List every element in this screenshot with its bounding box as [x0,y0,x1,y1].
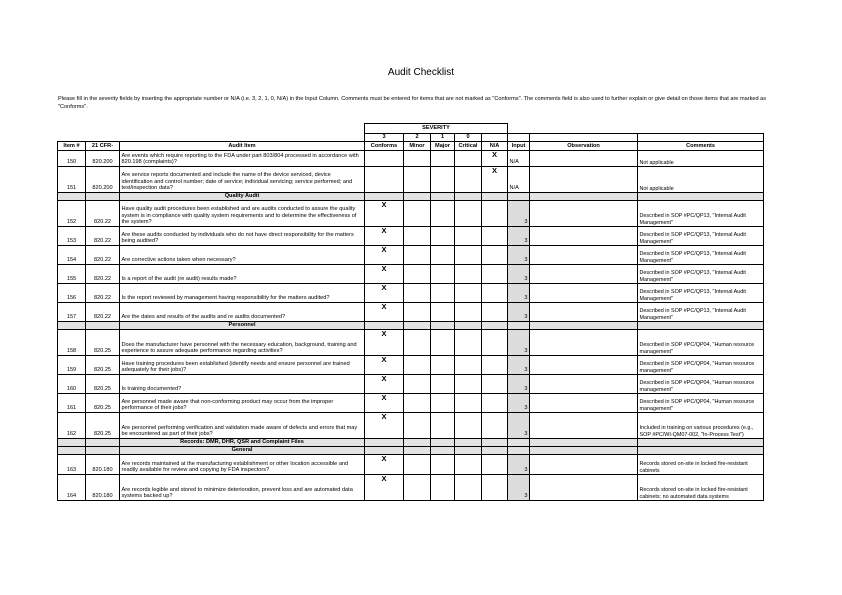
conforms-cell[interactable]: X [365,375,404,394]
item-number: 150 [58,151,86,167]
observation-cell[interactable] [530,330,638,356]
section-spacer [530,193,638,201]
table-row [58,265,764,284]
na-cell[interactable]: X [482,167,508,193]
col-cfr: 21 CFR- [86,142,120,151]
major-cell[interactable] [431,265,455,284]
critical-cell[interactable] [455,413,482,439]
table-row [58,330,764,356]
major-cell[interactable] [431,284,455,303]
section-row [58,322,764,330]
observation-cell[interactable] [530,303,638,322]
table-row [58,413,764,439]
section-spacer [58,447,86,455]
section-spacer [530,447,638,455]
item-number: 151 [58,167,86,193]
severity-2: 2 [404,134,431,142]
observation-cell[interactable] [530,227,638,246]
section-row [58,193,764,201]
section-spacer [638,193,764,201]
critical-cell[interactable] [455,394,482,413]
na-cell[interactable] [482,201,508,227]
section-spacer [431,439,455,447]
critical-cell[interactable] [455,265,482,284]
conforms-cell[interactable]: X [365,330,404,356]
input-cell[interactable]: 3 [508,356,530,375]
na-cell[interactable] [482,475,508,501]
na-cell[interactable] [482,246,508,265]
comment-cell[interactable]: Described in SOP #PC/QP13, "Internal Audit Management" [638,201,764,227]
input-cell[interactable]: 3 [508,246,530,265]
observation-cell[interactable] [530,413,638,439]
cfr-reference: 820.200 [86,151,120,167]
item-number: 153 [58,227,86,246]
table-row [58,201,764,227]
conforms-cell[interactable]: X [365,394,404,413]
item-number: 160 [58,375,86,394]
section-spacer [58,193,86,201]
major-cell[interactable] [431,475,455,501]
minor-cell[interactable] [404,227,431,246]
section-title: General [120,447,365,455]
observation-cell[interactable] [530,201,638,227]
comment-cell[interactable]: Described in SOP #PC/QP13, "Internal Audit Management" [638,227,764,246]
col-input: Input [508,142,530,151]
input-cell[interactable]: 3 [508,394,530,413]
minor-cell[interactable] [404,151,431,167]
na-cell[interactable] [482,284,508,303]
major-cell[interactable] [431,246,455,265]
audit-question: Does the manufacturer have personnel with the necessary education, background, training and experience to assure adequate performance regarding activities? [120,330,365,356]
cfr-reference: 820.25 [86,394,120,413]
table-body [58,151,764,501]
severity-header: SEVERITY [365,124,508,134]
item-number: 161 [58,394,86,413]
audit-table [57,123,764,501]
table-row [58,356,764,375]
table-row [58,375,764,394]
minor-cell[interactable] [404,375,431,394]
section-spacer [404,439,431,447]
major-cell[interactable] [431,151,455,167]
section-spacer [86,322,120,330]
observation-cell[interactable] [530,167,638,193]
cfr-reference: 820.22 [86,201,120,227]
audit-question: Are these audits conducted by individuals who do not have direct responsibility for the matters being audited? [120,227,365,246]
comment-cell[interactable]: Records stored on-site in locked fire-resistant cabinets; no automated data systems [638,475,764,501]
na-cell[interactable] [482,330,508,356]
minor-cell[interactable] [404,303,431,322]
comment-cell[interactable]: Described in SOP #PC/QP04, "Human resource management" [638,375,764,394]
col-audit-item: Audit Item [120,142,365,151]
section-spacer [404,447,431,455]
critical-cell[interactable] [455,375,482,394]
minor-cell[interactable] [404,246,431,265]
cfr-reference: 820.22 [86,265,120,284]
table-row [58,227,764,246]
input-cell[interactable]: 3 [508,413,530,439]
na-cell[interactable] [482,265,508,284]
section-spacer [431,447,455,455]
major-cell[interactable] [431,375,455,394]
conforms-cell[interactable]: X [365,413,404,439]
cfr-reference: 820.200 [86,167,120,193]
critical-cell[interactable] [455,246,482,265]
table-row [58,284,764,303]
table-row [58,167,764,193]
input-cell[interactable]: 3 [508,330,530,356]
col-na: N/A [482,142,508,151]
na-cell[interactable] [482,394,508,413]
section-spacer [365,322,404,330]
item-number: 156 [58,284,86,303]
conforms-cell[interactable]: X [365,201,404,227]
input-cell[interactable]: 3 [508,201,530,227]
comment-cell[interactable]: Described in SOP #PC/QP13, "Internal Audit Management" [638,284,764,303]
comment-cell[interactable]: Described in SOP #PC/QP13, "Internal Audit Management" [638,246,764,265]
audit-question: Are service reports documented and include the name of the device serviced, device identification and control number; date of service; individual servicing; service performed; and test/inspection data? [120,167,365,193]
observation-cell[interactable] [530,265,638,284]
table-row [58,455,764,475]
section-spacer [638,439,764,447]
cfr-reference: 820.180 [86,475,120,501]
comment-cell[interactable]: Not applicable [638,151,764,167]
section-spacer [365,193,404,201]
section-spacer [365,447,404,455]
input-cell[interactable]: N/A [508,151,530,167]
col-minor: Minor [404,142,431,151]
input-cell[interactable]: 3 [508,475,530,501]
section-spacer [431,193,455,201]
minor-cell[interactable] [404,455,431,475]
section-spacer [508,322,530,330]
na-cell[interactable] [482,227,508,246]
section-spacer [530,322,638,330]
section-spacer [455,447,482,455]
section-spacer [455,439,482,447]
item-number: 155 [58,265,86,284]
major-cell[interactable] [431,330,455,356]
col-observation: Observation [530,142,638,151]
section-title: Personnel [120,322,365,330]
input-cell[interactable]: 3 [508,227,530,246]
critical-cell[interactable] [455,227,482,246]
section-spacer [365,439,404,447]
minor-cell[interactable] [404,284,431,303]
section-row [58,439,764,447]
na-cell[interactable] [482,303,508,322]
section-spacer [508,447,530,455]
section-spacer [455,193,482,201]
observation-cell[interactable] [530,375,638,394]
observation-cell[interactable] [530,475,638,501]
section-spacer [404,322,431,330]
audit-question: Are records maintained at the manufacturing establishment or other location accessible and readily available for review and copying by FDA inspectors? [120,455,365,475]
major-cell[interactable] [431,227,455,246]
instructions: Please fill in the severity fields by inserting the appropriate number or N/A (i.e. 3, 2, 1, 0, N/A) in the Input Column. Comments must be entered for items that are not marked as "Conforms". The comments field is also used to further explain or give detail on those items that are marked as "Conforms". [58,96,767,110]
input-cell[interactable]: 3 [508,455,530,475]
minor-cell[interactable] [404,356,431,375]
comment-cell[interactable]: Described in SOP #PC/QP04, "Human resource management" [638,356,764,375]
input-cell[interactable]: 3 [508,303,530,322]
na-cell[interactable] [482,413,508,439]
section-spacer [58,439,86,447]
minor-cell[interactable] [404,413,431,439]
major-cell[interactable] [431,167,455,193]
cfr-reference: 820.22 [86,227,120,246]
minor-cell[interactable] [404,330,431,356]
critical-cell[interactable] [455,151,482,167]
observation-cell[interactable] [530,246,638,265]
section-spacer [508,193,530,201]
observation-cell[interactable] [530,151,638,167]
comment-cell[interactable]: Records stored on-site in locked fire-resistant cabinets [638,455,764,475]
table-row [58,151,764,167]
col-major: Major [431,142,455,151]
conforms-cell[interactable]: X [365,284,404,303]
table-row [58,246,764,265]
conforms-cell[interactable] [365,151,404,167]
table-row [58,303,764,322]
input-cell[interactable]: 3 [508,284,530,303]
audit-question: Are corrective actions taken when necessary? [120,246,365,265]
section-spacer [638,322,764,330]
conforms-cell[interactable]: X [365,475,404,501]
severity-1: 1 [431,134,455,142]
audit-question: Is training documented? [120,375,365,394]
section-spacer [455,322,482,330]
critical-cell[interactable] [455,475,482,501]
cfr-reference: 820.25 [86,375,120,394]
section-spacer [86,193,120,201]
severity-0: 0 [455,134,482,142]
major-cell[interactable] [431,201,455,227]
section-spacer [482,322,508,330]
cfr-reference: 820.25 [86,356,120,375]
cfr-reference: 820.22 [86,303,120,322]
section-row [58,447,764,455]
item-number: 162 [58,413,86,439]
item-number: 164 [58,475,86,501]
cfr-reference: 820.25 [86,413,120,439]
col-comments: Comments [638,142,764,151]
severity-3: 3 [365,134,404,142]
table-row [58,394,764,413]
conforms-cell[interactable] [365,167,404,193]
item-number: 154 [58,246,86,265]
section-title: Records: DMR, DHR, QSR and Complaint Files [120,439,365,447]
minor-cell[interactable] [404,394,431,413]
table-row [58,475,764,501]
major-cell[interactable] [431,455,455,475]
critical-cell[interactable] [455,330,482,356]
audit-question: Have training procedures been established (identify needs and ensure personnel are trained adequately for their jobs)? [120,356,365,375]
input-cell[interactable]: 3 [508,375,530,394]
minor-cell[interactable] [404,475,431,501]
item-number: 152 [58,201,86,227]
input-cell[interactable]: N/A [508,167,530,193]
section-title: Quality Audit [120,193,365,201]
observation-cell[interactable] [530,394,638,413]
minor-cell[interactable] [404,167,431,193]
audit-question: Is a report of the audit (re audit) results made? [120,265,365,284]
section-spacer [431,322,455,330]
cfr-reference: 820.180 [86,455,120,475]
comment-cell[interactable]: Not applicable [638,167,764,193]
section-spacer [58,322,86,330]
conforms-cell[interactable]: X [365,455,404,475]
section-spacer [404,193,431,201]
observation-cell[interactable] [530,356,638,375]
item-number: 159 [58,356,86,375]
section-spacer [638,447,764,455]
audit-question: Are the dates and results of the audits and re audits documented? [120,303,365,322]
critical-cell[interactable] [455,455,482,475]
comment-cell[interactable]: Described in SOP #PC/QP04, "Human resource management" [638,394,764,413]
cfr-reference: 820.22 [86,284,120,303]
item-number: 163 [58,455,86,475]
input-cell[interactable]: 3 [508,265,530,284]
comment-cell[interactable]: Included in training on various procedures (e.g., SOP #PC/WI-QM07-002, "In-Process Test") [638,413,764,439]
conforms-cell[interactable]: X [365,356,404,375]
conforms-cell[interactable]: X [365,303,404,322]
major-cell[interactable] [431,413,455,439]
cfr-reference: 820.25 [86,330,120,356]
audit-question: Are personnel performing verification and validation made aware of defects and errors that may be encountered as part of their jobs? [120,413,365,439]
audit-question: Are records legible and stored to minimize deterioration, prevent loss and are automated data systems backed up? [120,475,365,501]
item-number: 157 [58,303,86,322]
audit-question: Are personnel made aware that non-conforming product may occur from the improper performance of their jobs? [120,394,365,413]
section-spacer [508,439,530,447]
minor-cell[interactable] [404,201,431,227]
section-spacer [482,439,508,447]
section-spacer [86,439,120,447]
major-cell[interactable] [431,303,455,322]
critical-cell[interactable] [455,303,482,322]
observation-cell[interactable] [530,284,638,303]
na-cell[interactable]: X [482,151,508,167]
section-spacer [86,447,120,455]
conforms-cell[interactable]: X [365,246,404,265]
page-title: Audit Checklist [387,67,455,78]
cfr-reference: 820.22 [86,246,120,265]
comment-cell[interactable]: Described in SOP #PC/QP13, "Internal Audit Management" [638,265,764,284]
col-conforms: Conforms [365,142,404,151]
col-item: Item # [58,142,86,151]
critical-cell[interactable] [455,356,482,375]
minor-cell[interactable] [404,265,431,284]
col-critical: Critical [455,142,482,151]
section-spacer [482,193,508,201]
comment-cell[interactable]: Described in SOP #PC/QP13, "Internal Audit Management" [638,303,764,322]
na-cell[interactable] [482,356,508,375]
major-cell[interactable] [431,394,455,413]
conforms-cell[interactable]: X [365,227,404,246]
item-number: 158 [58,330,86,356]
conforms-cell[interactable]: X [365,265,404,284]
audit-question: Are events which require reporting to the FDA under part 803/804 processed in accordance with 820.198 (complaints)? [120,151,365,167]
comment-cell[interactable]: Described in SOP #PC/QP04, "Human resource management" [638,330,764,356]
critical-cell[interactable] [455,201,482,227]
critical-cell[interactable] [455,167,482,193]
audit-question: Is the report reviewed by management having responsibility for the matters audited? [120,284,365,303]
observation-cell[interactable] [530,455,638,475]
major-cell[interactable] [431,356,455,375]
critical-cell[interactable] [455,284,482,303]
section-spacer [530,439,638,447]
na-cell[interactable] [482,375,508,394]
audit-question: Have quality audit procedures been established and are audits conducted to assure the quality system is in compliance with quality system requirements and to determine the effectiveness of the system? [120,201,365,227]
na-cell[interactable] [482,455,508,475]
section-spacer [482,447,508,455]
